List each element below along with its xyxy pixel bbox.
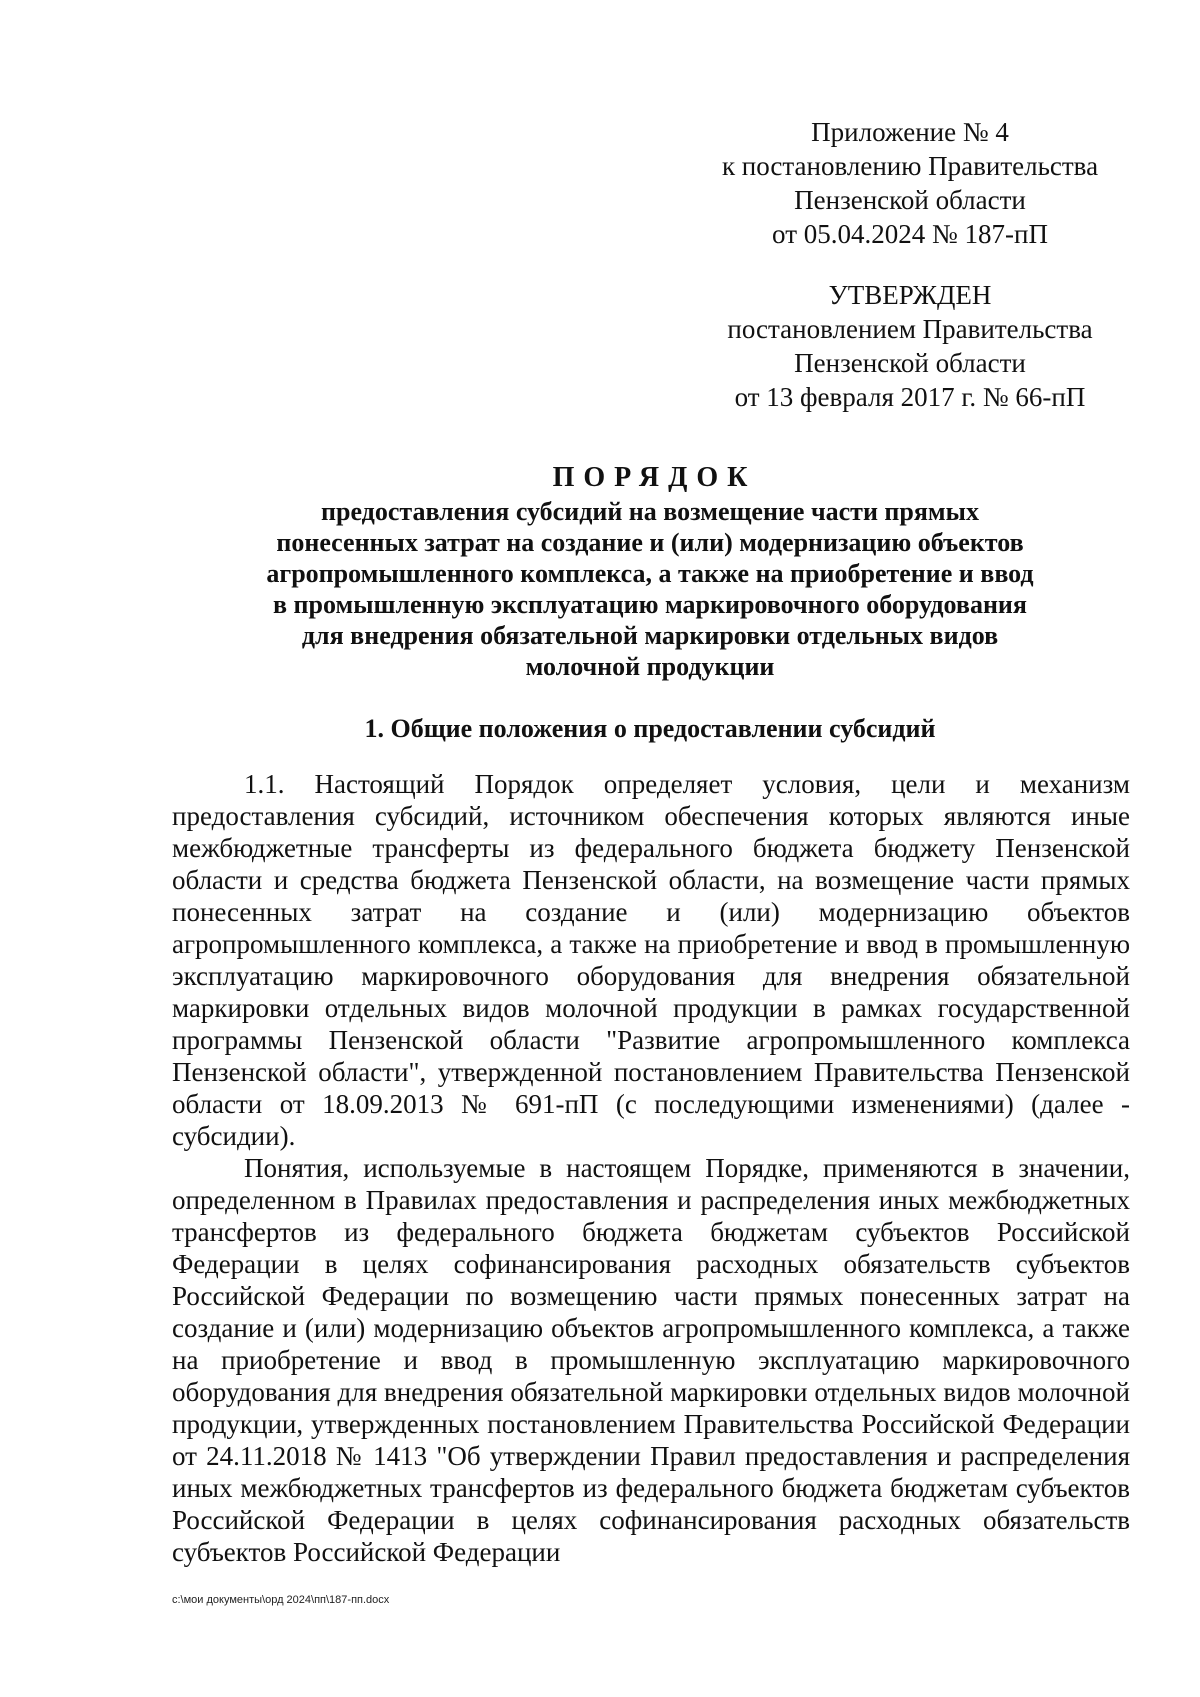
file-path-footer: c:\мои документы\орд 2024\пп\187-пп.docx — [172, 1594, 390, 1606]
appendix-date-number: от 05.04.2024 № 187-пП — [772, 219, 1048, 249]
approval-heading: УТВЕРЖДЕН — [828, 280, 992, 310]
approval-date-number: от 13 февраля 2017 г. № 66-пП — [734, 382, 1086, 412]
document-title-block — [170, 460, 1130, 682]
approval-by-resolution: постановлением Правительства — [727, 314, 1093, 344]
appendix-to-resolution: к постановлению Правительства — [721, 151, 1099, 181]
appendix-number: Приложение № 4 — [811, 117, 1009, 147]
appendix-region: Пензенской области — [794, 185, 1026, 215]
document-body — [172, 768, 1130, 1568]
document-title: ПОРЯДОК — [552, 462, 757, 493]
subtitle-line: в промышленную эксплуатацию маркировочного оборудования — [273, 590, 1027, 619]
approval-region: Пензенской области — [794, 348, 1026, 378]
subtitle-line: агропромышленного комплекса, а также на приобретение и ввод — [266, 559, 1034, 588]
approval-block — [700, 278, 1120, 414]
paragraph: 1.1. Настоящий Порядок определяет условия, цели и механизм предоставления субсидий, источником обеспечения которых являются иные межбюджетные трансферты из федерального бюджета бюджету Пензенской области и средства бюджета Пензенской области, на возмещение части прямых понесенных затрат на создание и (или) модернизацию объектов агропромышленного комплекса, а также на приобретение и ввод в промышленную эксплуатацию маркировочного оборудования для внедрения обязательной маркировки отдельных видов молочной продукции в рамках государственной программы Пензенской области "Развитие агропромышленного комплекса Пензенской области", утвержденной постановлением Правительства Пензенской области от 18.09.2013 № 691-пП (с последующими изменениями) (далее - субсидии). — [172, 769, 1130, 1151]
document-subtitle — [170, 496, 1130, 682]
subtitle-line: молочной продукции — [525, 652, 775, 681]
paragraph: Понятия, используемые в настоящем Порядке, применяются в значении, определенном в Правилах предоставления и распределения иных межбюджетных трансфертов из федерального бюджета бюджетам субъектов Российской Федерации в целях софинансирования расходных обязательств субъектов Российской Федерации по возмещению части прямых понесенных затрат на создание и (или) модернизацию объектов агропромышленного комплекса, а также на приобретение и ввод в промышленную эксплуатацию маркировочного оборудования для внедрения обязательной маркировки отдельных видов молочной продукции, утвержденных постановлением Правительства Российской Федерации от 24.11.2018 № 1413 "Об утверждении Правил предоставления и распределения иных межбюджетных трансфертов из федерального бюджета бюджетам субъектов Российской Федерации в целях софинансирования расходных обязательств субъектов Российской Федерации — [172, 1153, 1130, 1567]
subtitle-line: понесенных затрат на создание и (или) модернизацию объектов — [276, 528, 1024, 557]
subtitle-line: для внедрения обязательной маркировки отдельных видов — [301, 621, 999, 650]
section-heading: 1. Общие положения о предоставлении субсидий — [364, 714, 936, 743]
appendix-reference-block — [700, 115, 1120, 251]
subtitle-line: предоставления субсидий на возмещение части прямых — [321, 497, 979, 526]
